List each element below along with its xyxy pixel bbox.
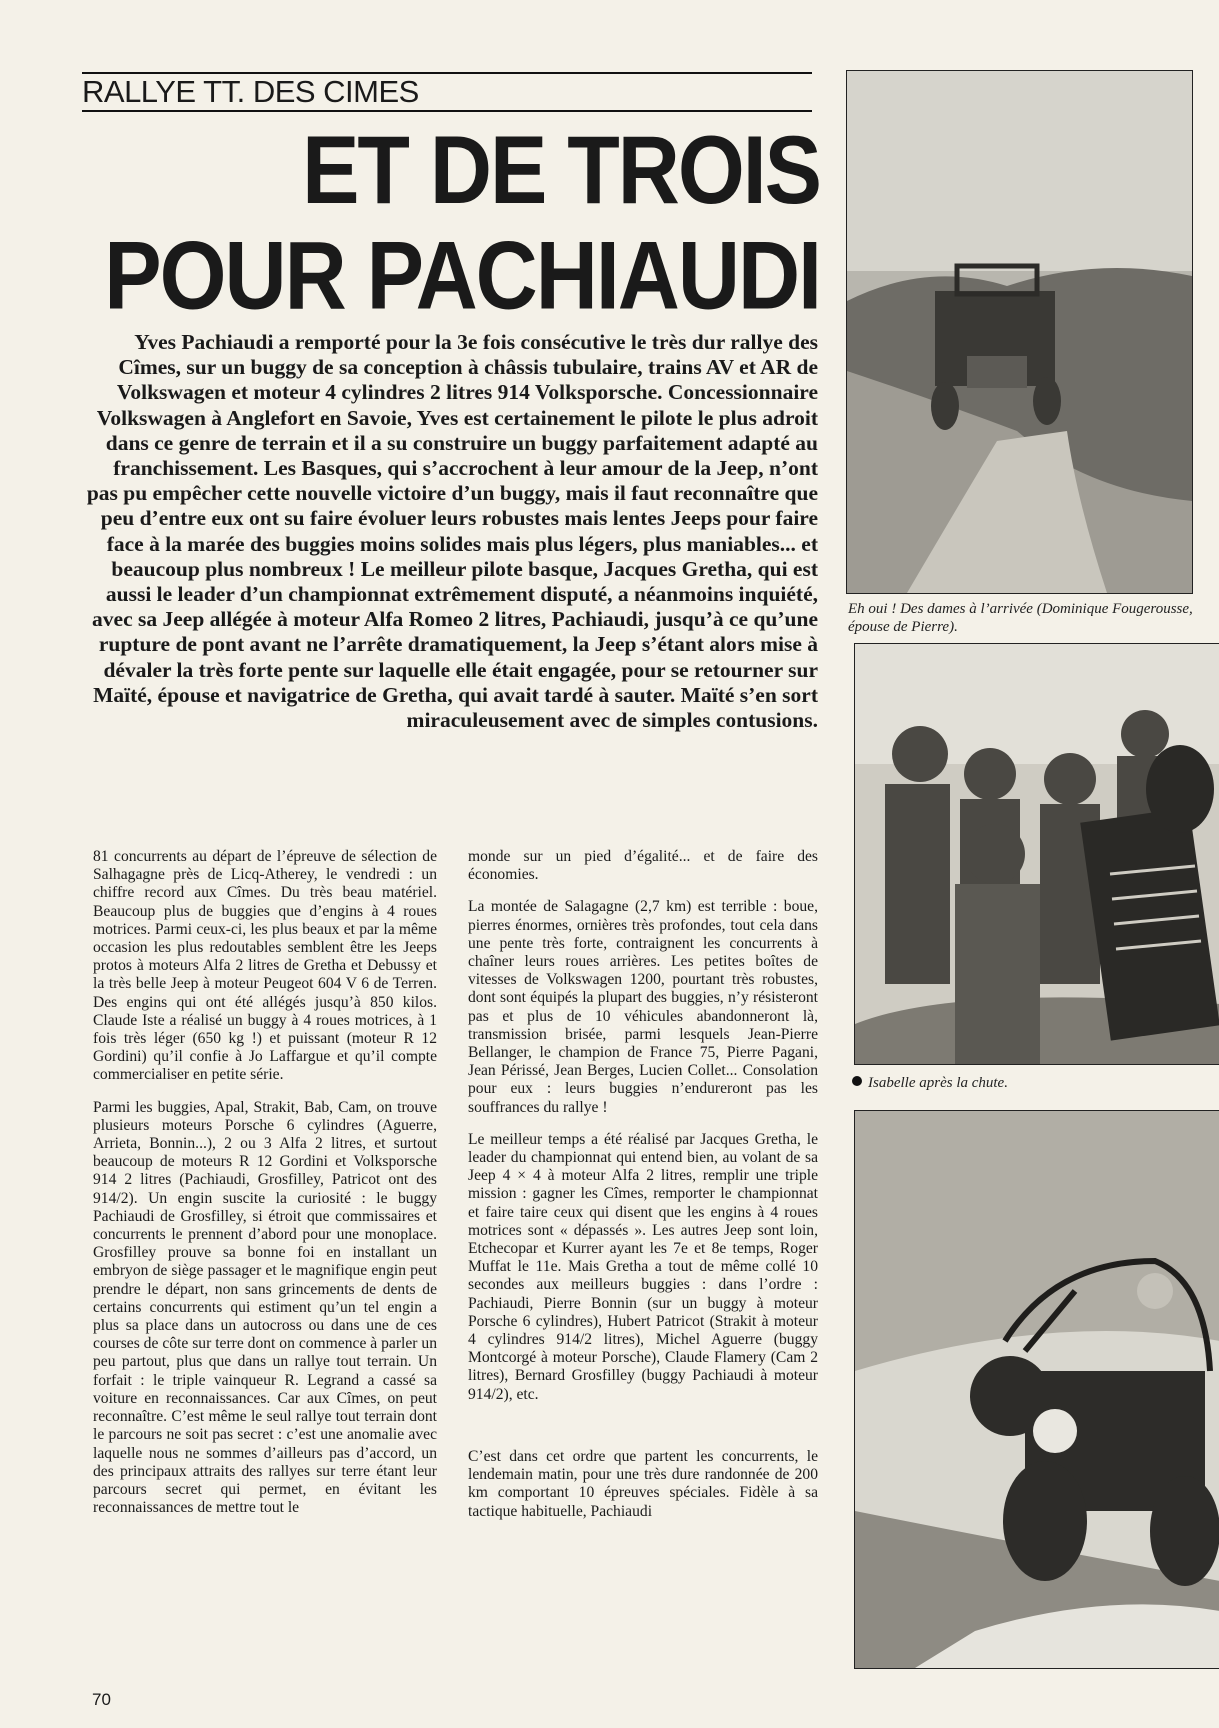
photo-jeep-hillside (846, 70, 1193, 594)
rubric-rule (82, 110, 812, 112)
article-column-1 (93, 848, 437, 1531)
intro-paragraph: Yves Pachiaudi a remporté pour la 3e fois consécutive le très dur rallye des Cîmes, sur un buggy de sa conception à châssis tubulaire, trains AV et AR de Volkswagen et moteur 4 cylindres 2 litres 914 Volksporsche. Concessionnaire Volkswagen à Anglefort en Savoie, Yves est certainement le pilote le plus adroit dans ce genre de terrain et il a su construire un buggy parfaitement adapté au franchissement. Les Basques, qui s’accrochent à leur amour de la Jeep, n’ont pas pu empêcher cette nouvelle victoire d’un buggy, mais il faut reconnaître que peu d’entre eux ont su faire évoluer leurs robustes mais lentes Jeeps pour faire face à la marée des buggies moins solides mais plus légers, plus maniables... et beaucoup plus nombreux ! Le meilleur pilote basque, Jacques Gretha, qui est aussi le leader d’un championnat extrêmement disputé, a néanmoins inquiété, avec sa Jeep allégée à moteur Alfa Romeo 2 litres, Pachiaudi, jusqu’à ce qu’une rupture de pont avant ne l’arrête dramatiquement, la Jeep s’étant alors mise à dévaler la très forte pente sur laquelle elle était engagée, pour se retourner sur Maïté, épouse et navigatrice de Gretha, qui avait tardé à sauter. Maïté s’en sort miraculeusement avec de simples contusions. (86, 330, 818, 733)
caption-text: Isabelle après la chute. (868, 1075, 1008, 1091)
headline-line-2: POUR PACHIAUDI (104, 222, 820, 330)
page-number: 70 (92, 1690, 111, 1709)
caption-photo-1: Eh oui ! Des dames à l’arrivée (Dominique Fougerousse, épouse de Pierre). (848, 601, 1193, 635)
paragraph: La montée de Salagagne (2,7 km) est terrible : boue, pierres énormes, ornières très profondes, tout cela dans une pente très forte, contraignent les concurrents à chaîner leurs roues arrières. Les petites boîtes de vitesses de Volkswagen 1200, pourtant très robustes, dont sont équipés la plupart des buggies, n’y résisteront pas et plus de 10 véhicules abandonneront là, transmission brisée, parmi lesquels Jean-Pierre Bellanger, le champion de France 75, Pierre Pagani, Jean Périssé, Jean Berges, Lucien Collet... Consolation pour eux : leurs buggies n’endureront pas les souffrances du rallye ! (468, 898, 818, 1116)
section-rubric: RALLYE TT. DES CIMES (82, 74, 419, 109)
headline (82, 118, 820, 329)
photo-buggy-racing (854, 1110, 1219, 1669)
headline-line-1: ET DE TROIS (302, 116, 820, 225)
paragraph: 81 concurrents au départ de l’épreuve de sélection de Salhagagne près de Licq-Atherey, le vendredi : un chiffre record aux Cîmes. Du très beau matériel. Beaucoup plus de buggies que d’engins à 4 roues motrices. Parmi ceux-ci, les plus beaux et par la même occasion les plus redoutables semblent être les Jeeps protos à moteurs Alfa 2 litres de Gretha et Debussy et la très belle Jeep à moteur Peugeot 604 V 6 de Terren. Des engins qui ont été allégés jusqu’à 850 kilos. Claude Iste a réalisé un buggy à 4 roues motrices, à 1 fois très léger (650 kg !) et puissant (moteur R 12 Gordini) qu’il confie à Jo Laffargue et qu’il compte commercialiser en petite série. (93, 848, 437, 1084)
paragraph: Le meilleur temps a été réalisé par Jacques Gretha, le leader du championnat qui entend bien, au volant de sa Jeep 4 × 4 à moteur Alfa 2 litres, remplir une triple mission : gagner les Cîmes, remporter le championnat et faire taire ceux qui disent que les engins à 4 roues motrices sont « dépassés ». Les autres Jeep sont loin, Etchecopar et Kurrer ayant les 7e et 8e temps, Roger Muffat le 11e. Mais Gretha a tout de même collé 10 secondes aux meilleurs buggies : dans l’ordre : Pachiaudi, Pierre Bonnin (sur un buggy à moteur Porsche 6 cylindres), Hubert Patricot (Strakit à moteur 4 cylindres 914/2 litres), Michel Aguerre (buggy Montcorgé à moteur Porsche), Claude Flamery (Cam 2 litres), Bernard Grosfilley (buggy Pachiaudi à moteur 914/2), etc. (468, 1130, 818, 1403)
photo-overturned-jeep (854, 643, 1219, 1065)
paragraph: C’est dans cet ordre que partent les concurrents, le lendemain matin, pour une très dure randonnée de 200 km comportant 10 épreuves spéciales. Fidèle à sa tactique habituelle, Pachiaudi (468, 1447, 818, 1520)
paragraph: Parmi les buggies, Apal, Strakit, Bab, Cam, on trouve plusieurs moteurs Porsche 6 cylindres (Aguerre, Arrieta, Bonnin...), 2 ou 3 Alfa 2 litres, et surtout beaucoup de moteurs R 12 Gordini et Volksporsche 914 2 litres (Pachiaudi, Grosfilley, Patricot ont des 914/2). Un engin suscite la curiosité : le buggy Pachiaudi de Grosfilley, si étroit que commissaires et concurrents le prennent d’abord pour une monoplace. Grosfilley prouve sa bonne foi en installant un embryon de siège passager et le magnifique engin peut prendre le départ, non sans grincements de dents de certains concurrents qui estiment qu’un tel engin a plus sa place dans un autocross ou dans une de ces courses de côte sur terre dont on commence à parler un peu partout, plus que dans un rallye tout terrain. Un forfait : le triple vainqueur R. Legrand a cassé sa voiture en reconnaissances. Car aux Cîmes, on peut reconnaître. C’est même le seul rallye tout terrain dont le parcours ne soit pas secret : c’est une anomalie avec laquelle nous ne sommes d’ailleurs pas d’accord, un des principaux attraits des rallyes sur terre étant leur parcours secret qui permet, en évitant les reconnaissances de mettre tout le (93, 1098, 437, 1517)
bullet-icon (852, 1076, 862, 1086)
caption-photo-2 (852, 1074, 1212, 1092)
paragraph: monde sur un pied d’égalité... et de faire des économies. (468, 848, 818, 884)
article-column-2 (468, 848, 818, 1535)
